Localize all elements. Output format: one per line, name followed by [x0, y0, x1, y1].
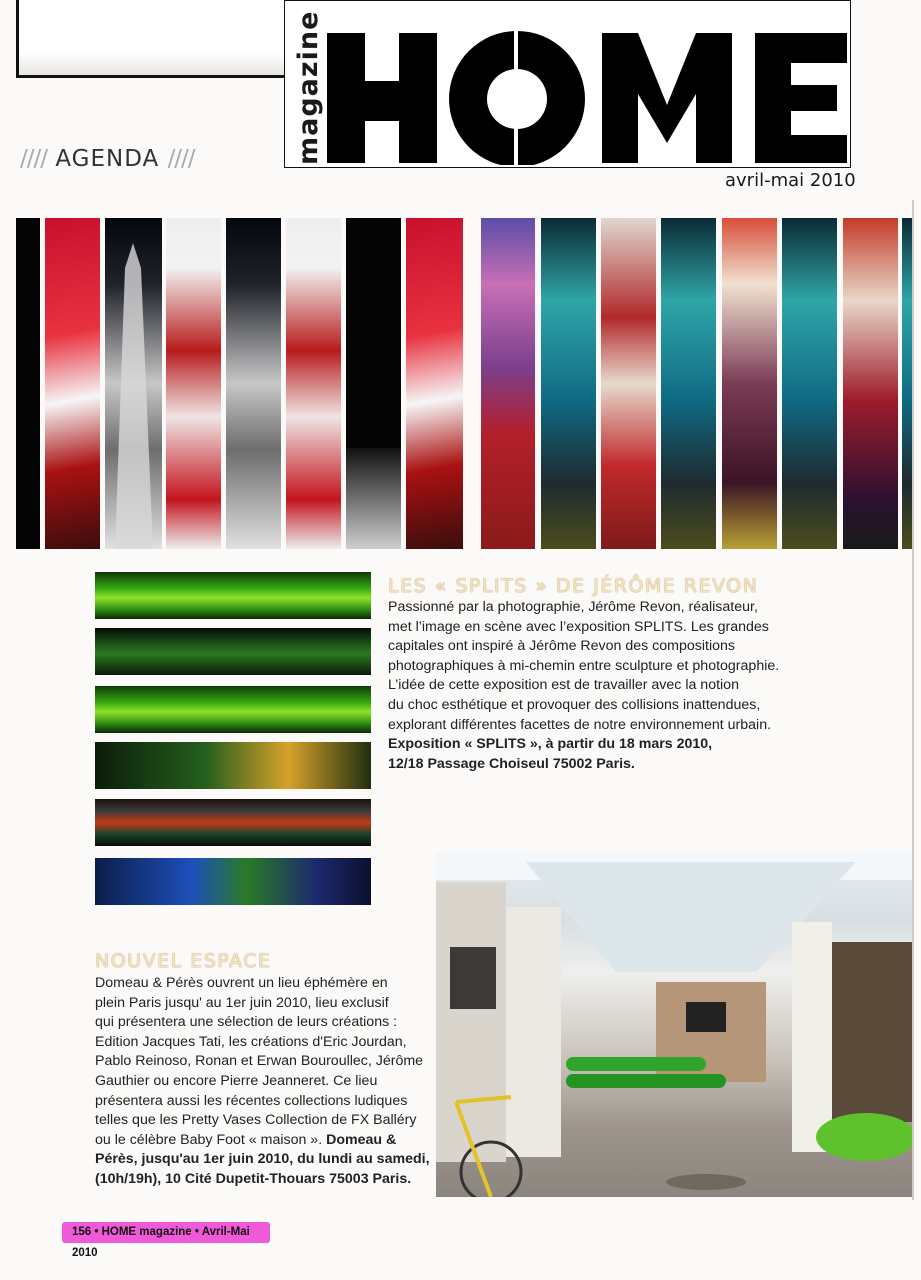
text-line: Gauthier ou encore Pierre Jeanneret. Ce lieu [95, 1072, 378, 1089]
text-line: Passionné par la photographie, Jérôme Revon, réalisateur, [388, 599, 758, 615]
mixed-line [95, 1131, 430, 1151]
nouvel-article-title: NOUVEL ESPACE [95, 950, 272, 972]
event-info-line: Exposition « SPLITS », à partir du 18 mars 2010, [388, 736, 713, 753]
text-line: telles que les Pretty Vases Collection de FX Balléry [95, 1112, 417, 1129]
splits-photo-bars [95, 572, 371, 907]
issue-date: avril-mai 2010 [725, 170, 856, 191]
text-line: met l’image en scène avec l’exposition SPLITS. Les grandes [388, 618, 769, 635]
logo-magazine-word: magazine [293, 10, 324, 165]
text-line: présentera aussi les récentes collections ludiques [95, 1092, 408, 1109]
event-info-line: 12/18 Passage Choiseul 75002 Paris. [388, 755, 635, 772]
event-info-line: (10h/19h), 10 Cité Dupetit-Thouars 75003 Paris. [95, 1170, 412, 1187]
page-edge-rule [912, 200, 914, 1200]
text-line: qui présentera une sélection de leurs créations : [95, 1014, 398, 1031]
text-line: L’idée de cette exposition est de travailler avec la notion [388, 677, 739, 694]
text-line: Domeau & Pérès ouvrent un lieu éphémère en [95, 975, 388, 991]
text-line: ou le célèbre Baby Foot « maison ». [95, 1131, 327, 1148]
gallery-interior-photo [436, 852, 912, 1197]
text-line: Edition Jacques Tati, les créations d'Eric Jourdan, [95, 1033, 407, 1050]
splits-photo-city [481, 218, 912, 549]
splits-photo-monument [16, 218, 464, 549]
splits-article-title: LES « SPLITS » DE JÉRÔME REVON [388, 575, 759, 597]
splits-article-body [388, 598, 908, 774]
page-footer: 156 • HOME magazine • Avril-Mai 2010 [62, 1222, 270, 1243]
event-info-line: Domeau & [326, 1131, 397, 1148]
text-line: photographiques à mi-chemin entre sculpture et photographie. [388, 657, 780, 674]
text-line: explorant différentes facettes de notre environnement urbain. [388, 716, 772, 733]
event-info-line: Pérès, jusqu'au 1er juin 2010, du lundi au samedi, [95, 1151, 430, 1168]
text-line: du choc esthétique et provoquer des collisions inattendues, [388, 696, 761, 713]
section-heading: //// AGENDA //// [20, 146, 195, 172]
text-line: plein Paris jusqu' au 1er juin 2010, lieu exclusif [95, 994, 389, 1011]
magazine-logo [284, 0, 851, 168]
text-line: capitales ont inspiré à Jérôme Revon des compositions [388, 638, 735, 655]
logo-home-wordmark [327, 15, 847, 165]
header-tab-decoration [16, 0, 296, 78]
section-label: AGENDA [55, 146, 160, 172]
text-line: Pablo Reinoso, Ronan et Erwan Bouroullec, Jérôme [95, 1053, 424, 1070]
nouvel-article-body [95, 974, 430, 1190]
